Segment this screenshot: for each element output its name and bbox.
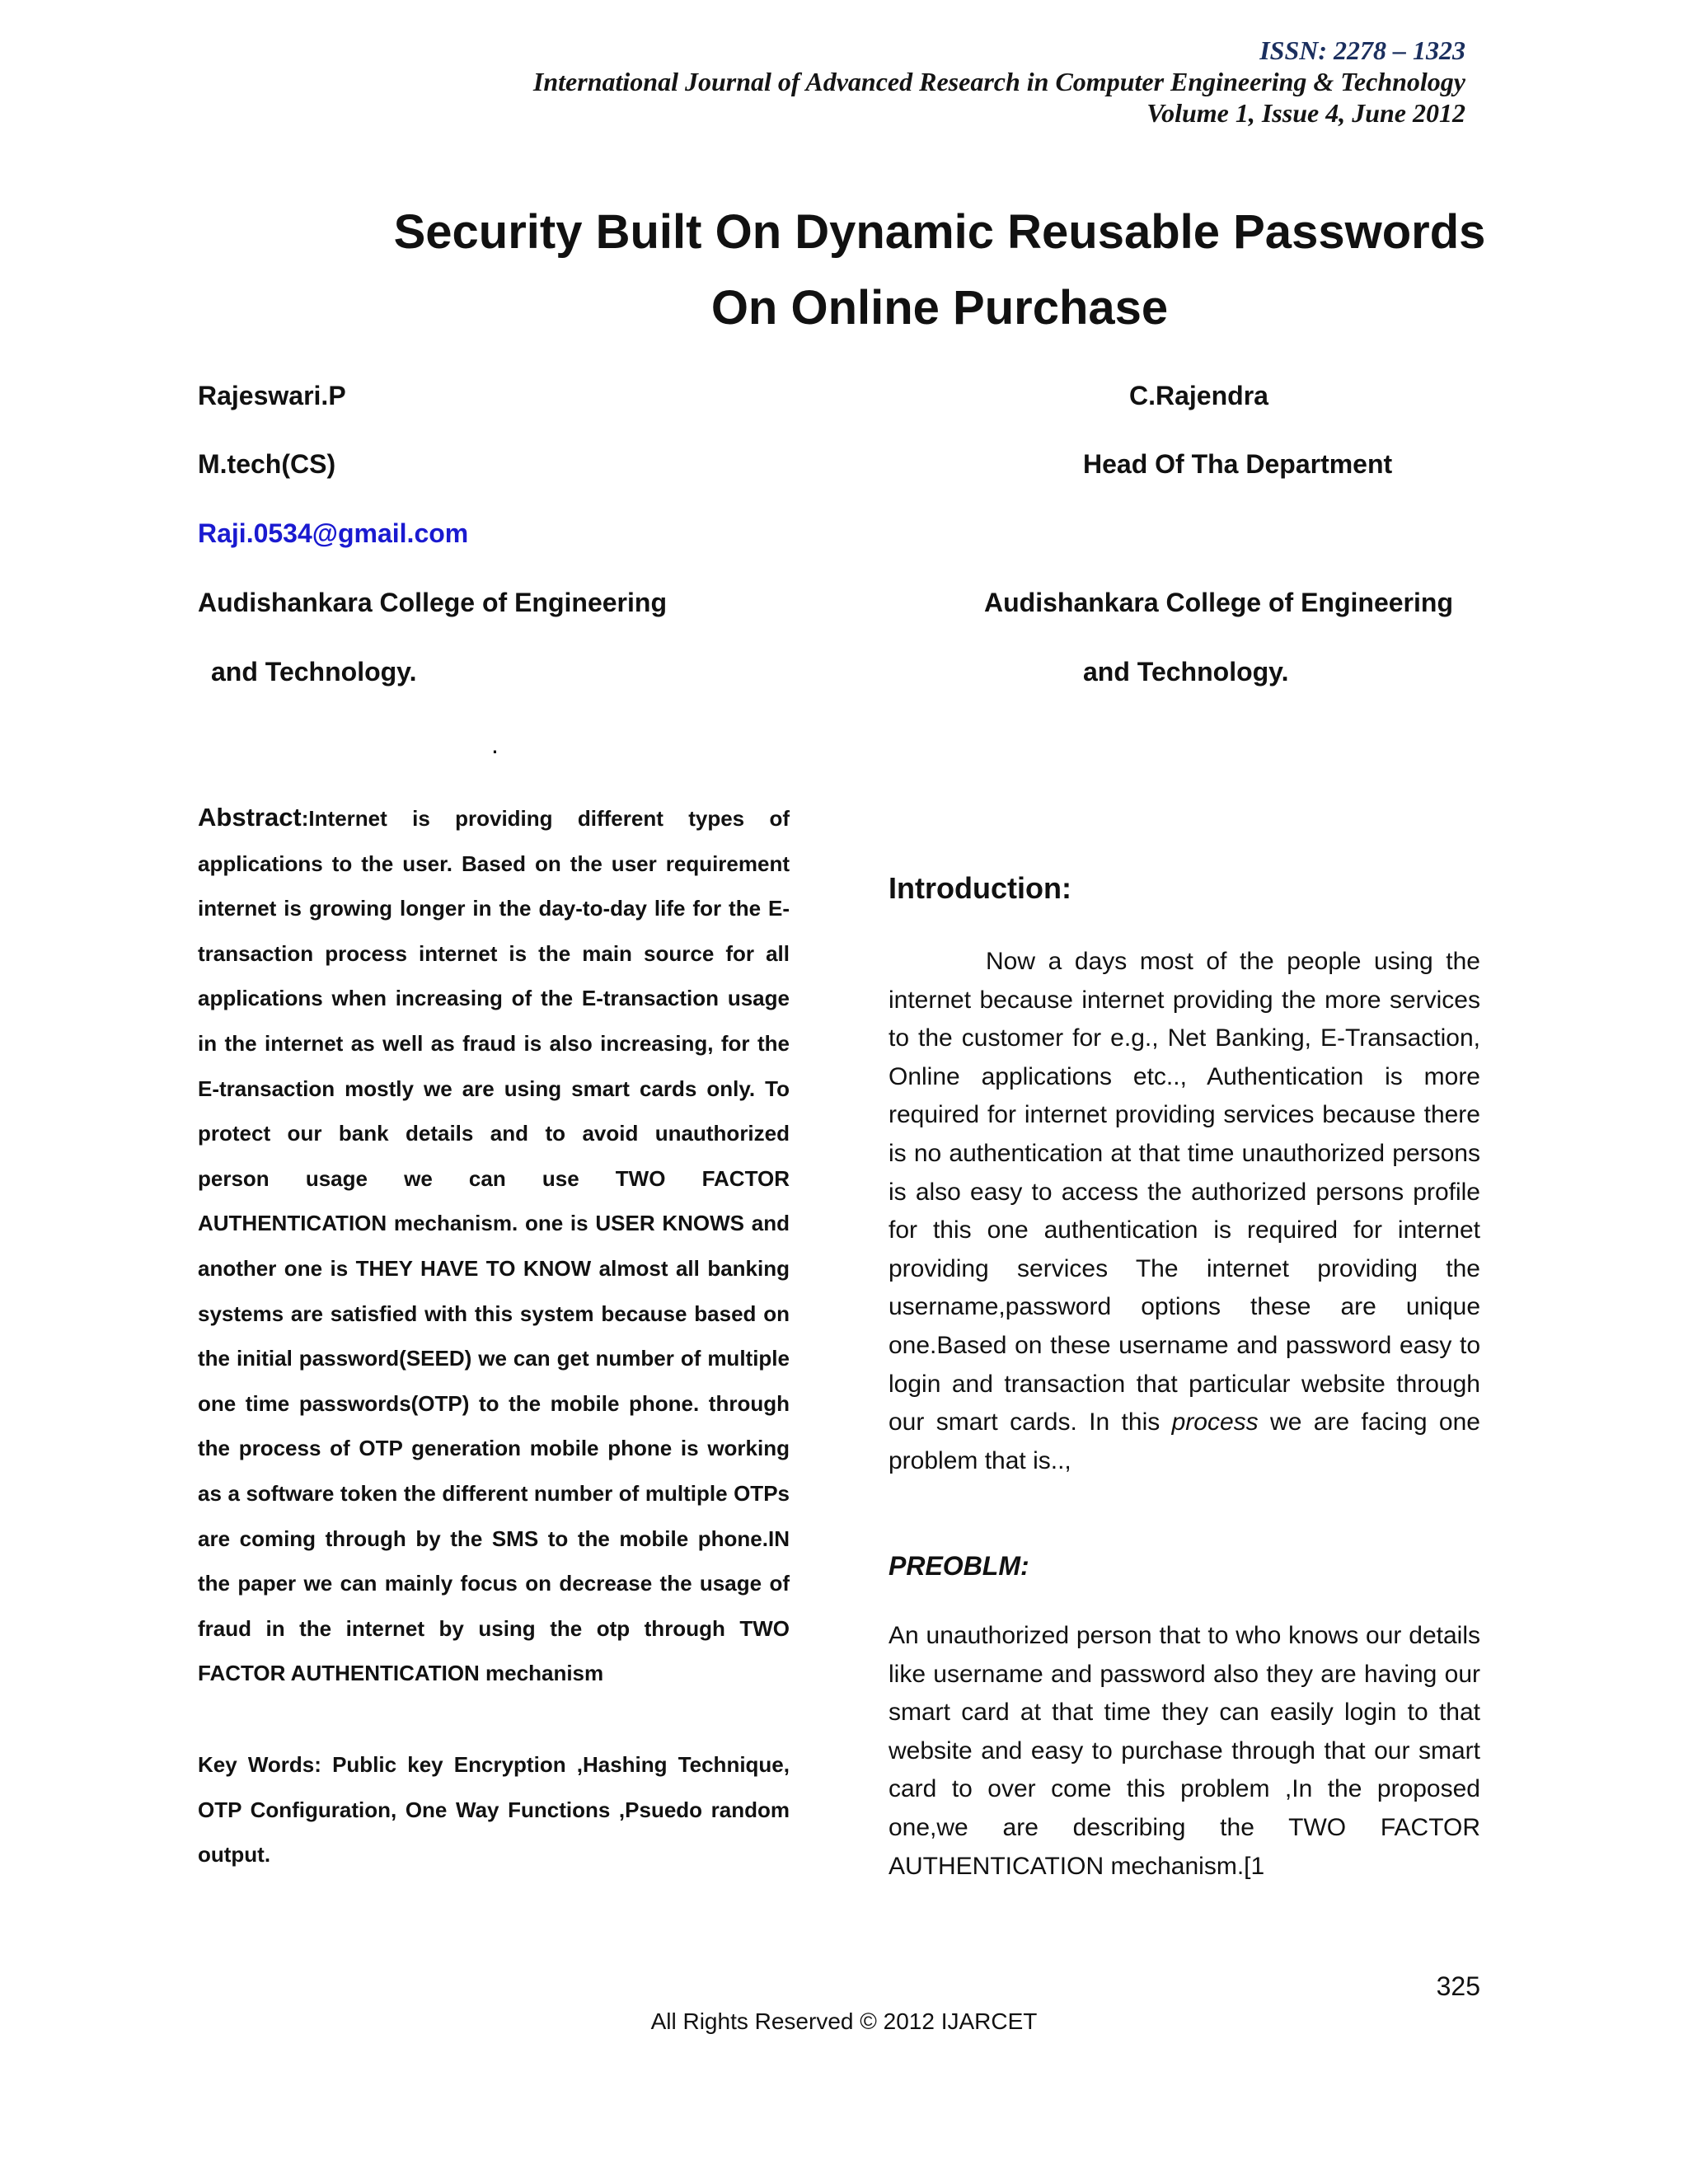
- introduction-italic-word: process: [1171, 1408, 1259, 1436]
- introduction-text-part-2: we are facing one problem that is..,: [889, 1408, 1480, 1474]
- author-right-college-cont: and Technology.: [1083, 657, 1289, 687]
- abstract-text: :Internet is providing different types of applications to the user. Based on the user requirement internet is growing longer in the day-to-day life for the E-transaction process internet is the main source for all applications when increasing of the E-transaction usage in the internet as well as fraud is also increasing, for the E-transaction mostly we are using smart cards only. To protect our bank details and to avoid unauthorized person usage we can use TWO FACTOR AUTHENTICATION mechanism. one is USER KNOWS and another one is THEY HAVE TO KNOW almost all banking systems are satisfied with this system because based on the initial password(SEED) we can get number of multiple one time passwords(OTP) to the mobile phone. through the process of OTP generation mobile phone is working as a software token the different number of multiple OTPs are coming through by the SMS to the mobile phone.IN the paper we can mainly focus on decrease the usage of fraud in the internet by using the otp through TWO FACTOR AUTHENTICATION mechanism: [198, 806, 790, 1686]
- author-left-email[interactable]: Raji.0534@gmail.com: [198, 518, 469, 548]
- journal-name: International Journal of Advanced Research in Computer Engineering & Technology: [532, 67, 1465, 96]
- author-right-position: Head Of Tha Department: [1083, 449, 1393, 479]
- author-left-name: Rajeswari.P: [198, 381, 346, 410]
- title-line-2: On Online Purchase: [710, 281, 1169, 335]
- keywords: Key Words: Public key Encryption ,Hashing Technique, OTP Configuration, One Way Functions ,Psuedo random output.: [198, 1752, 790, 1868]
- abstract-label: Abstract: [198, 803, 302, 832]
- title-line-1: Security Built On Dynamic Reusable Passwords: [393, 205, 1486, 259]
- footer-copyright: All Rights Reserved © 2012 IJARCET: [650, 2008, 1038, 2034]
- volume-issue: Volume 1, Issue 4, June 2012: [1146, 98, 1465, 128]
- paper-title: [313, 194, 1566, 346]
- author-right-name: C.Rajendra: [1129, 381, 1268, 410]
- introduction-heading: Introduction:: [889, 871, 1071, 905]
- author-left-degree: M.tech(CS): [198, 449, 336, 479]
- journal-header: [312, 35, 1465, 129]
- author-right-college: Audishankara College of Engineering: [984, 588, 1453, 617]
- introduction-body: [889, 943, 1480, 1480]
- page-number: 325: [1436, 1971, 1480, 2001]
- abstract-section: [198, 795, 790, 1696]
- stray-dot: .: [491, 729, 499, 759]
- author-left-college-cont: and Technology.: [211, 657, 417, 687]
- issn-line: ISSN: 2278 – 1323: [1259, 35, 1465, 65]
- author-left-college: Audishankara College of Engineering: [198, 588, 667, 617]
- introduction-text-part-1: Now a days most of the people using the internet because internet providing the more services to the customer for e.g., Net Banking, E-Transaction, Online applications etc.., Authentication is more required for internet providing services because there is no authentication at that time unauthorized persons is also easy to access the authorized persons profile for this one authentication is required for internet providing services The internet providing the username,password options these are unique one.Based on these username and password easy to login and transaction that particular website through our smart cards. In this: [889, 948, 1480, 1436]
- problem-body: An unauthorized person that to who knows our details like username and password also they are having our smart card at that time they can easily login to that website and easy to purchase through that our smart card to over come this problem ,In the proposed one,we are describing the TWO FACTOR AUTHENTICATION mechanism.[1: [889, 1622, 1480, 1880]
- problem-heading: PREOBLM:: [889, 1551, 1029, 1581]
